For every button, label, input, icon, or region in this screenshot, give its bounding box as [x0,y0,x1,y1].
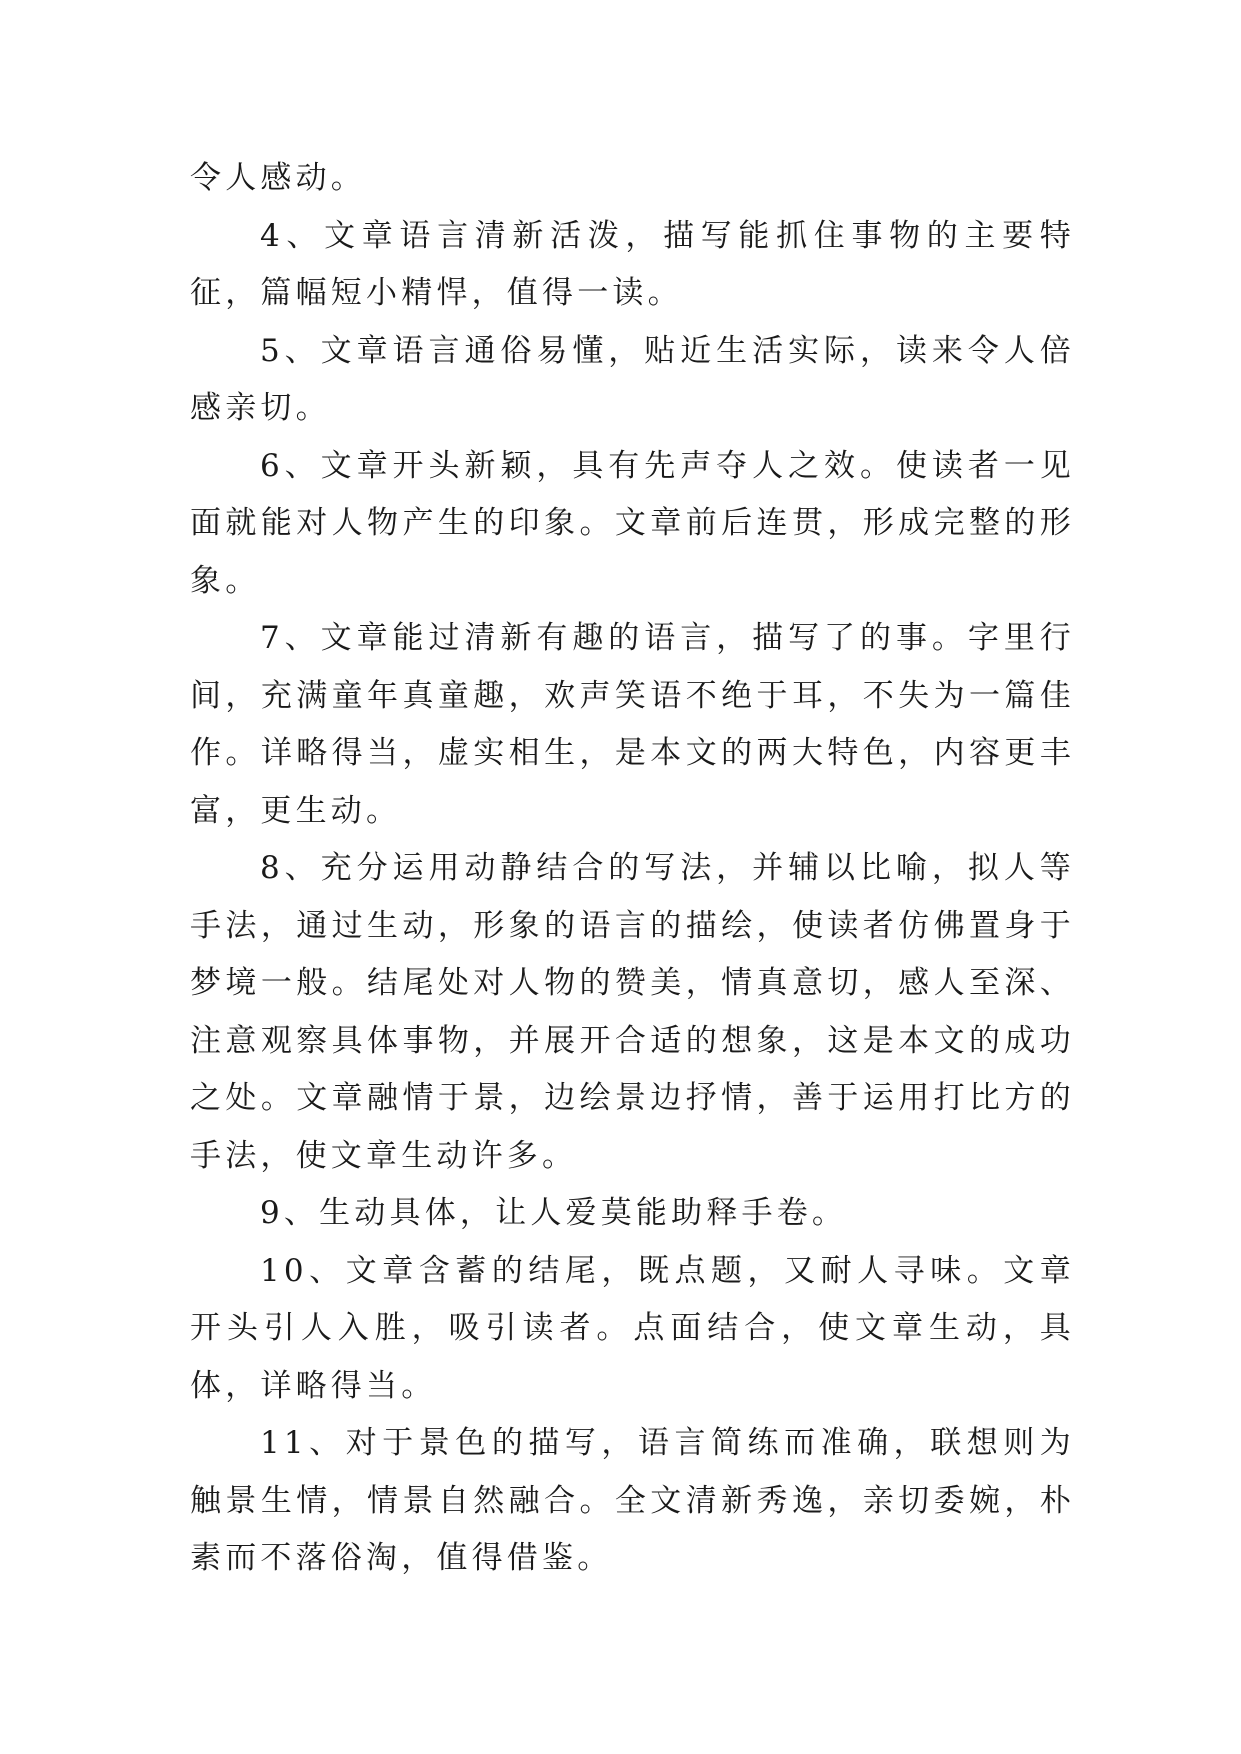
paragraph-item-9: 9、生动具体，让人爱莫能助释手卷。 [260,1195,848,1231]
paragraph-item-8: 8、充分运用动静结合的写法，并辅以比喻，拟人等手法，通过生动，形象的语言的描绘，使读者仿佛置身于梦境一般。结尾处对人物的赞美，情真意切，感人至深、注意观察具体事物，并展开合适的想象，这是本文的成功之处。文章融情于景，边绘景边抒情，善于运用打比方的手法，使文章生动许多。 [190,850,1075,1174]
document-page [190,150,1075,1588]
paragraph-item-10: 10、文章含蓄的结尾，既点题，又耐人寻味。文章开头引人入胜，吸引读者。点面结合，使文章生动，具体，详略得当。 [190,1252,1075,1404]
paragraph-item-11: 11、对于景色的描写，语言简练而准确，联想则为触景生情，情景自然融合。全文清新秀逸，亲切委婉，朴素而不落俗淘，值得借鉴。 [190,1425,1075,1576]
paragraph-continuation: 令人感动。 [190,160,366,196]
paragraph-item-6: 6、文章开头新颖，具有先声夺人之效。使读者一见面就能对人物产生的印象。文章前后连贯，形成完整的形象。 [190,447,1075,599]
paragraph-item-5: 5、文章语言通俗易懂，贴近生活实际，读来令人倍感亲切。 [190,332,1075,426]
paragraph-item-4: 4、文章语言清新活泼，描写能抓住事物的主要特征，篇幅短小精悍，值得一读。 [190,217,1075,311]
paragraph-item-7: 7、文章能过清新有趣的语言，描写了的事。字里行间，充满童年真童趣，欢声笑语不绝于耳，不失为一篇佳作。详略得当，虚实相生，是本文的两大特色，内容更丰富，更生动。 [190,620,1075,829]
